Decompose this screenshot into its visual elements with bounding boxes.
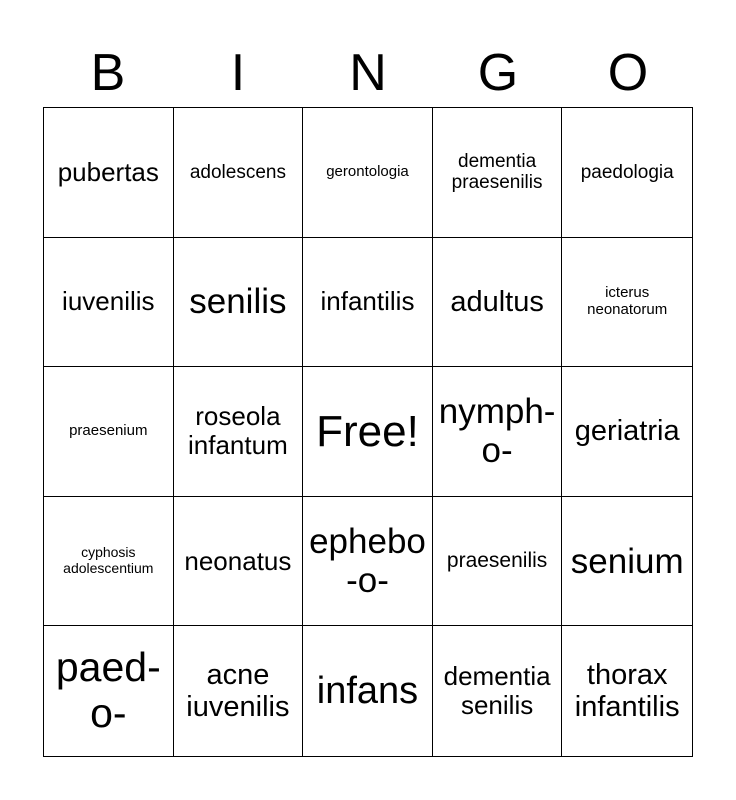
bingo-cell[interactable]: geriatria	[562, 367, 692, 497]
bingo-cell[interactable]: iuvenilis	[44, 238, 174, 368]
bingo-cell[interactable]: adolescens	[174, 108, 304, 238]
header-letter-o: O	[607, 44, 649, 102]
bingo-cell[interactable]: thorax infantilis	[574, 658, 680, 724]
bingo-cell[interactable]: senium	[562, 497, 692, 627]
bingo-cell[interactable]: nymph-o-	[433, 367, 563, 497]
bingo-board	[43, 107, 693, 757]
header-letter-b: B	[90, 44, 126, 102]
bingo-cell[interactable]: adultus	[433, 238, 563, 368]
bingo-cell[interactable]: cyphosis adolescentium	[44, 497, 174, 627]
bingo-cell[interactable]: praesenium	[44, 367, 174, 497]
bingo-cell[interactable]: roseola infantum	[174, 367, 304, 497]
bingo-cell[interactable]: praesenilis	[433, 497, 563, 627]
header-letter-n: N	[349, 44, 387, 102]
bingo-cell[interactable]: pubertas	[44, 108, 174, 238]
header-letter-i: I	[230, 44, 246, 102]
bingo-cell[interactable]: infans	[303, 626, 433, 756]
bingo-cell[interactable]: paedologia	[562, 108, 692, 238]
bingo-cell[interactable]: dementia senilis	[433, 626, 563, 756]
bingo-cell[interactable]: neonatus	[174, 497, 304, 627]
bingo-cell[interactable]: icterus neonatorum	[562, 238, 692, 368]
bingo-cell[interactable]: paed-o-	[44, 626, 174, 756]
bingo-cell[interactable]: acne iuvenilis	[174, 626, 304, 756]
bingo-cell[interactable]: infantilis	[303, 238, 433, 368]
bingo-cell[interactable]: ephebo-o-	[303, 497, 433, 627]
bingo-header	[43, 40, 693, 106]
free-space-cell[interactable]: Free!	[303, 367, 433, 497]
bingo-cell[interactable]: senilis	[174, 238, 304, 368]
bingo-cell[interactable]: dementia praesenilis	[433, 108, 563, 238]
bingo-cell[interactable]: gerontologia	[303, 108, 433, 238]
header-letter-g: G	[477, 44, 519, 102]
